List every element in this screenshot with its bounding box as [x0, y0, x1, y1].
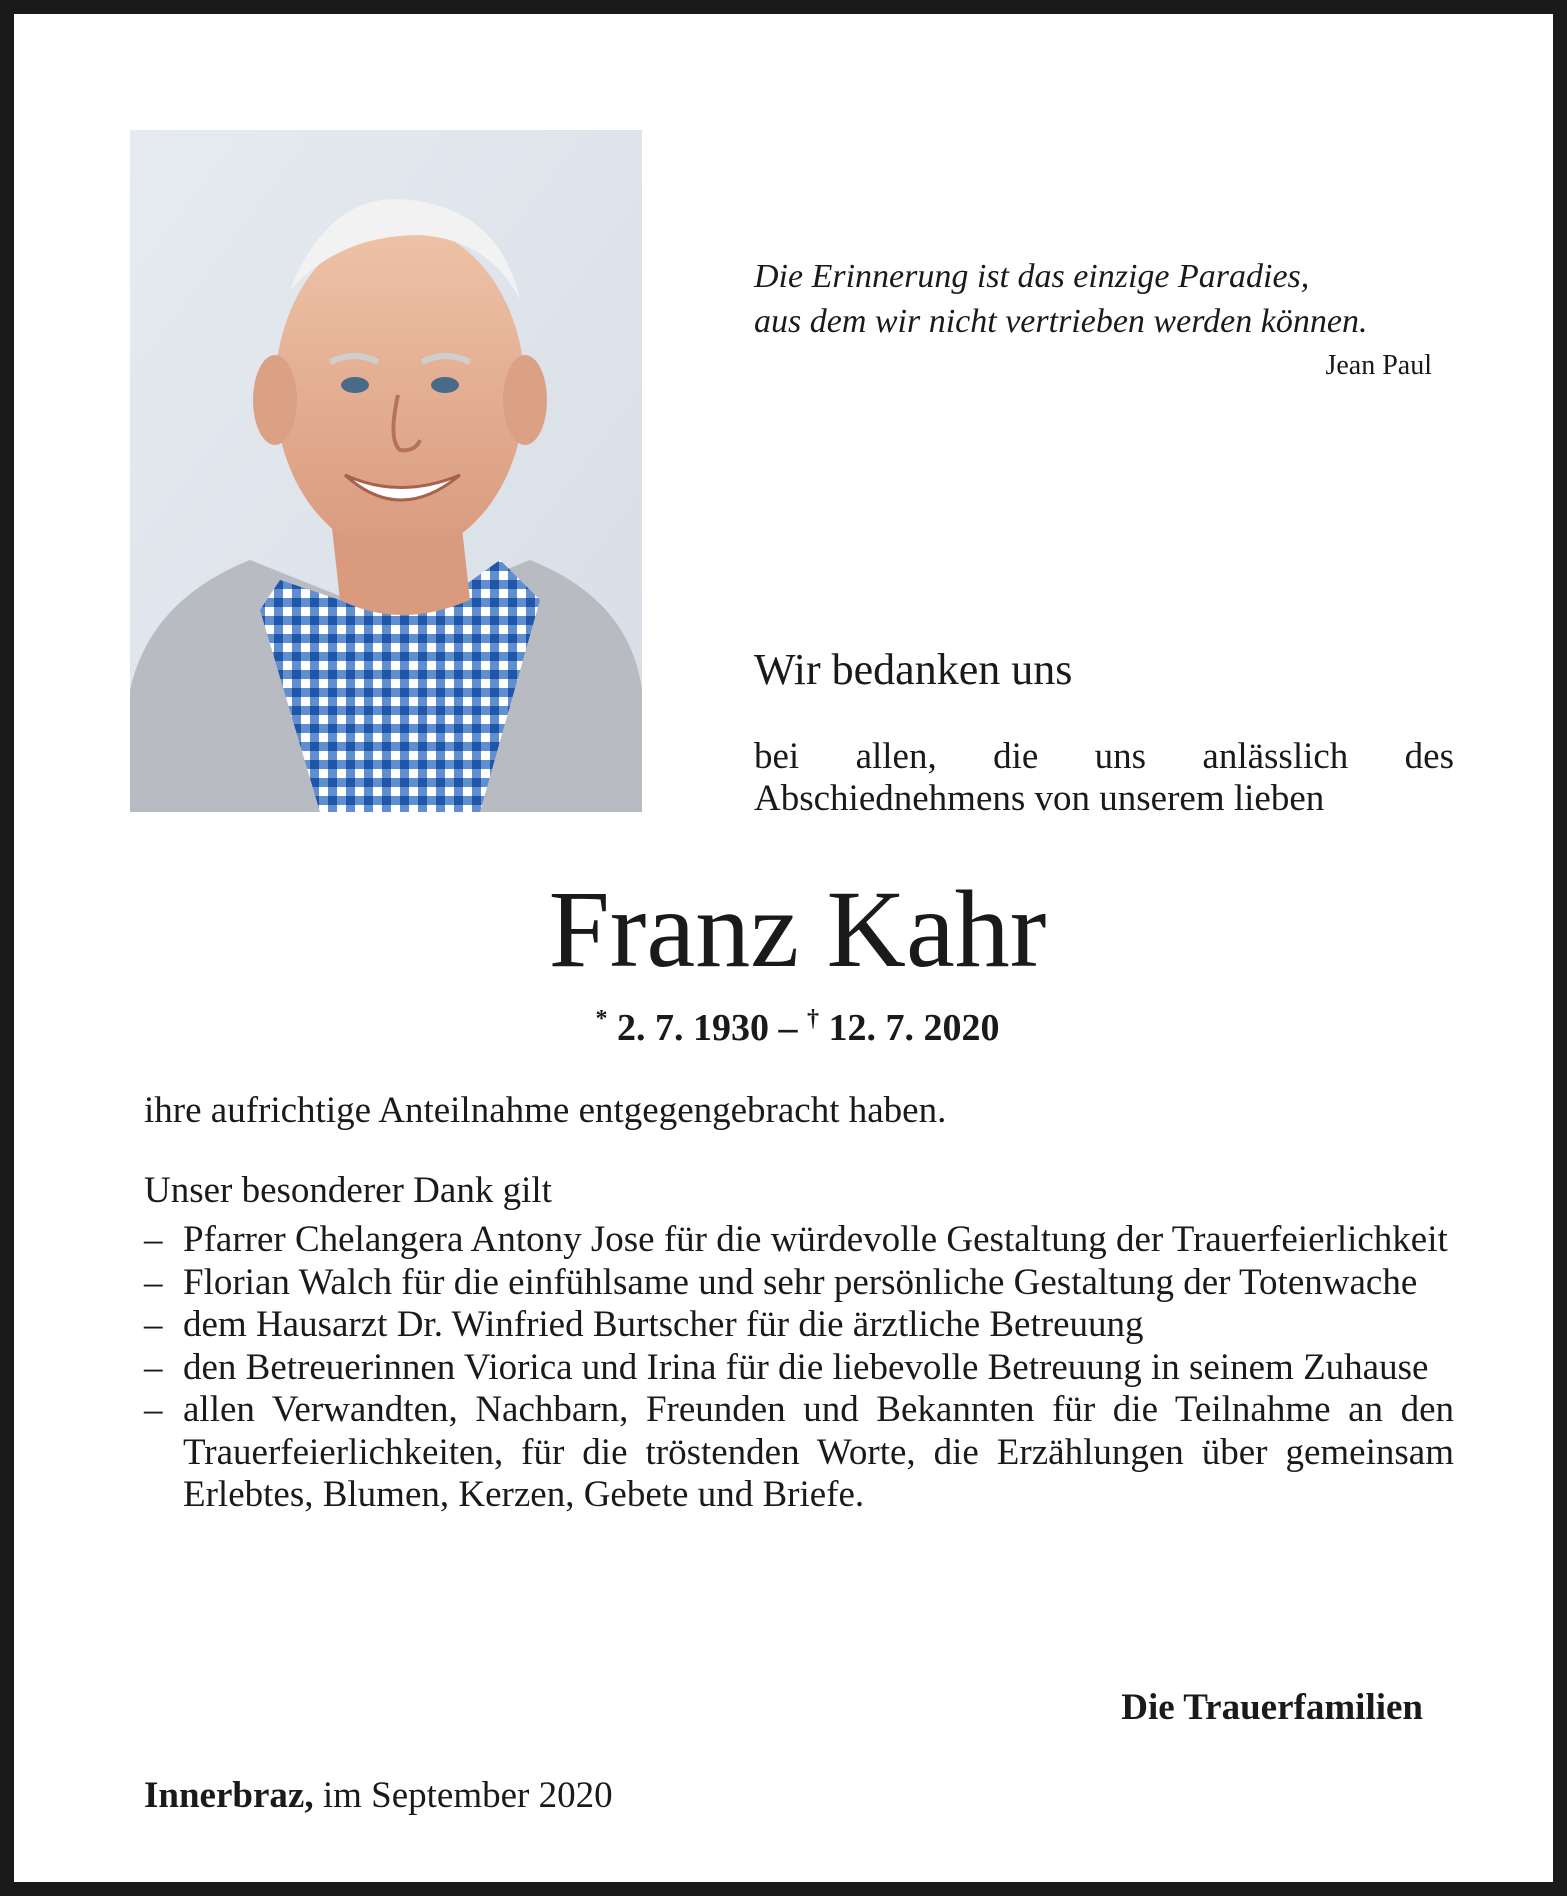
- quote: [754, 254, 1458, 344]
- thanks-line-2: Abschiednehmens von unserem lieben: [754, 778, 1325, 819]
- dash-bullet: –: [144, 1261, 163, 1303]
- gratitude-intro: Unser besonderer Dank gilt: [144, 1170, 552, 1211]
- death-cross-icon: †: [807, 1006, 819, 1032]
- date-separator: –: [769, 1007, 807, 1049]
- list-item: – allen Verwandten, Nachbarn, Freunden und Bekannten für die Teilnahme an den Trauerfeierlichkeiten, für die tröstenden Worte, die Erzählungen über gemeinsam Erlebtes, Blumen, Kerzen, Gebete und Briefe.: [144, 1389, 1454, 1515]
- thanks-title: Wir bedanken uns: [754, 645, 1073, 694]
- date: im September 2020: [313, 1775, 613, 1816]
- portrait-illustration: [130, 130, 642, 812]
- thanks-text: [754, 736, 1454, 820]
- quote-line-1: Die Erinnerung ist das einzige Paradies,: [754, 258, 1310, 295]
- signature: Die Trauerfamilien: [1121, 1687, 1423, 1728]
- quote-author: Jean Paul: [1325, 350, 1432, 381]
- death-date: 12. 7. 2020: [828, 1007, 1000, 1049]
- gratitude-list: [144, 1219, 1454, 1517]
- dash-bullet: –: [144, 1389, 163, 1430]
- deceased-name: Franz Kahr: [548, 868, 1047, 990]
- list-item: – Florian Walch für die einfühlsame und sehr persönliche Gestaltung der Totenwache: [144, 1261, 1418, 1303]
- place-date: [144, 1774, 613, 1817]
- birth-date: 2. 7. 1930: [617, 1007, 769, 1049]
- list-item: – den Betreuerinnen Viorica und Irina für die liebevolle Betreuung in seinem Zuhause: [144, 1346, 1429, 1388]
- place: Innerbraz,: [144, 1775, 314, 1816]
- list-item: – Pfarrer Chelangera Antony Jose für die würdevolle Gestaltung der Trauerfeierlichkeit: [144, 1219, 1448, 1260]
- list-item: – dem Hausarzt Dr. Winfried Burtscher für die ärztliche Betreuung: [144, 1304, 1144, 1345]
- life-dates: [14, 1006, 1567, 1050]
- dash-bullet: –: [144, 1346, 163, 1388]
- birth-star-icon: *: [595, 1006, 608, 1032]
- quote-line-2: aus dem wir nicht vertrieben werden können.: [754, 303, 1368, 340]
- dash-bullet: –: [144, 1304, 163, 1345]
- sympathy-line: ihre aufrichtige Anteilnahme entgegengebracht haben.: [144, 1090, 947, 1131]
- portrait-photo: [130, 130, 642, 812]
- dash-bullet: –: [144, 1219, 163, 1260]
- thanks-line-1: bei allen, die uns anlässlich des: [754, 736, 1454, 777]
